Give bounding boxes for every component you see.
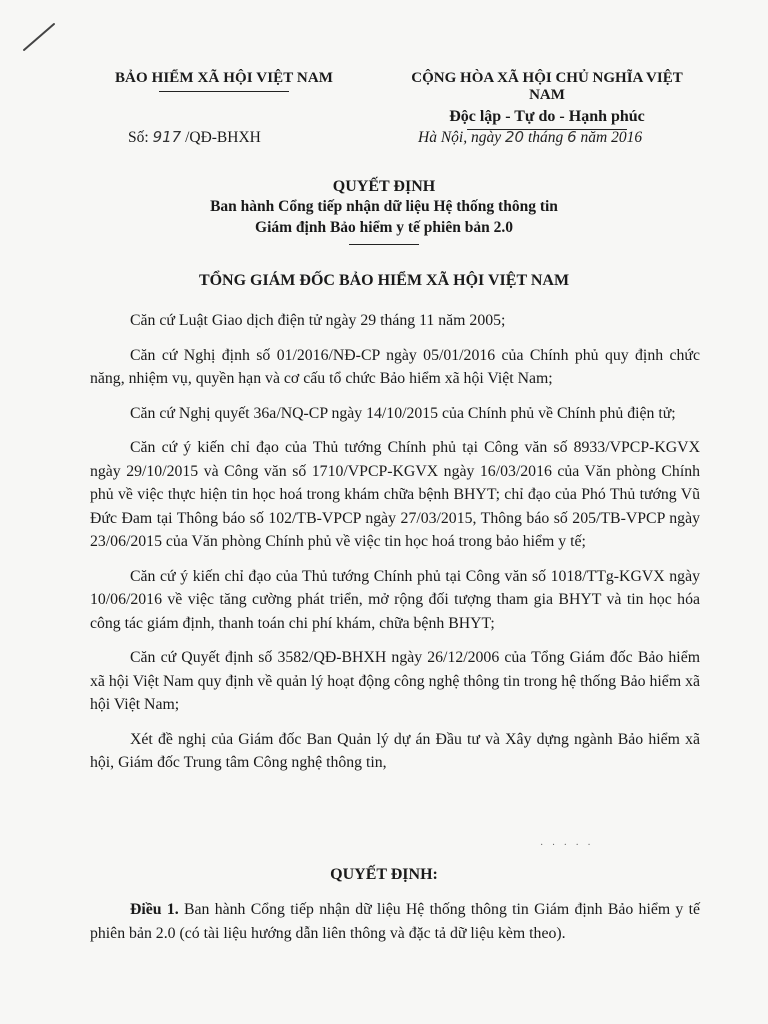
preamble-paragraph: Căn cứ Luật Giao dịch điện tử ngày 29 tháng 11 năm 2005; xyxy=(130,312,506,329)
number-suffix: /QĐ-BHXH xyxy=(185,129,261,146)
date-month-label: tháng xyxy=(527,129,564,146)
agency-name: BẢO HIỂM XÃ HỘI VIỆT NAM xyxy=(114,70,334,86)
number-prefix: Số: xyxy=(128,129,149,146)
preamble-paragraph: Căn cứ ý kiến chỉ đạo của Thủ tướng Chính phủ tại Công văn số 8933/VPCP-KGVX ngày 29/10/2015 và Công văn số 1710/VPCP-KGVX ngày 16/03/2016 của Văn phòng Chính phủ về việc thực hiện tin học hoá trong khám chữa bệnh BHYT; chỉ đạo của Phó Thủ tướng Vũ Đức Đam tại Thông báo số 102/TB-VPCP ngày 27/03/2015, Thông báo số 205/TB-VPCP ngày 23/06/2015 của Văn phòng Chính phủ về việc tin học hoá trong bảo hiểm y tế; xyxy=(90,439,700,550)
pen-stroke-mark xyxy=(20,20,60,60)
preamble-paragraph: Căn cứ Quyết định số 3582/QĐ-BHXH ngày 26/12/2006 của Tổng Giám đốc Bảo hiểm xã hội Việt Nam quy định về quản lý hoạt động công nghệ thông tin trong hệ thống Bảo hiểm xã hội Việt Nam; xyxy=(90,649,700,713)
title-underline xyxy=(349,244,419,245)
preamble-paragraph: Căn cứ ý kiến chỉ đạo của Thủ tướng Chính phủ tại Công văn số 1018/TTg-KGVX ngày 10/06/2016 về việc tăng cường phát triển, mở rộng đối tượng tham gia BHYT và tin học hóa công tác giám định, thanh toán chi phí khám, chữa bệnh BHYT; xyxy=(90,567,700,632)
agency-header xyxy=(104,70,344,92)
decision-title xyxy=(0,178,768,245)
preamble-paragraph: Căn cứ Nghị định số 01/2016/NĐ-CP ngày 05/01/2016 của Chính phủ quy định chức năng, nhiệm vụ, quyền hạn và cơ cấu tổ chức Bảo hiểm xã hội Việt Nam; xyxy=(90,346,700,387)
title-heading: QUYẾT ĐỊNH xyxy=(332,178,436,195)
national-motto: Độc lập - Tự do - Hạnh phúc xyxy=(449,108,645,125)
handwritten-day: 20 xyxy=(504,128,525,146)
handwritten-month: 6 xyxy=(567,128,577,146)
agency-underline xyxy=(159,91,289,92)
date-year: năm 2016 xyxy=(580,129,643,146)
handwritten-number: 917 xyxy=(152,128,182,146)
document-date xyxy=(418,128,642,147)
preamble-paragraph: Căn cứ Nghị quyết 36a/NQ-CP ngày 14/10/2015 của Chính phủ về Chính phủ điện tử; xyxy=(130,404,676,422)
document-number xyxy=(128,128,261,147)
scan-smudge: · · · · · xyxy=(540,840,594,851)
title-line-1: Ban hành Cổng tiếp nhận dữ liệu Hệ thống thông tin xyxy=(210,198,558,215)
article-1 xyxy=(90,898,700,945)
issuing-authority: TỔNG GIÁM ĐỐC BẢO HIỂM XÃ HỘI VIỆT NAM xyxy=(198,272,570,289)
article-1-text: Ban hành Cổng tiếp nhận dữ liệu Hệ thống thông tin Giám định Bảo hiểm y tế phiên bản 2.0 (có tài liệu hướng dẫn liên thông và đặc tả dữ liệu kèm theo). xyxy=(90,901,700,942)
title-line-2: Giám định Bảo hiểm y tế phiên bản 2.0 xyxy=(255,219,513,236)
national-header xyxy=(392,70,702,130)
article-1-label: Điều 1. xyxy=(130,901,179,918)
preamble xyxy=(90,309,700,786)
preamble-paragraph: Xét đề nghị của Giám đốc Ban Quản lý dự án Đầu tư và Xây dựng ngành Bảo hiểm xã hội, Giám đốc Trung tâm Công nghệ thông tin, xyxy=(90,730,700,771)
date-prefix: Hà Nội, ngày xyxy=(418,129,502,146)
decision-heading: QUYẾT ĐỊNH: xyxy=(330,866,438,883)
country-name: CỘNG HÒA XÃ HỘI CHỦ NGHĨA VIỆT NAM xyxy=(411,70,683,103)
